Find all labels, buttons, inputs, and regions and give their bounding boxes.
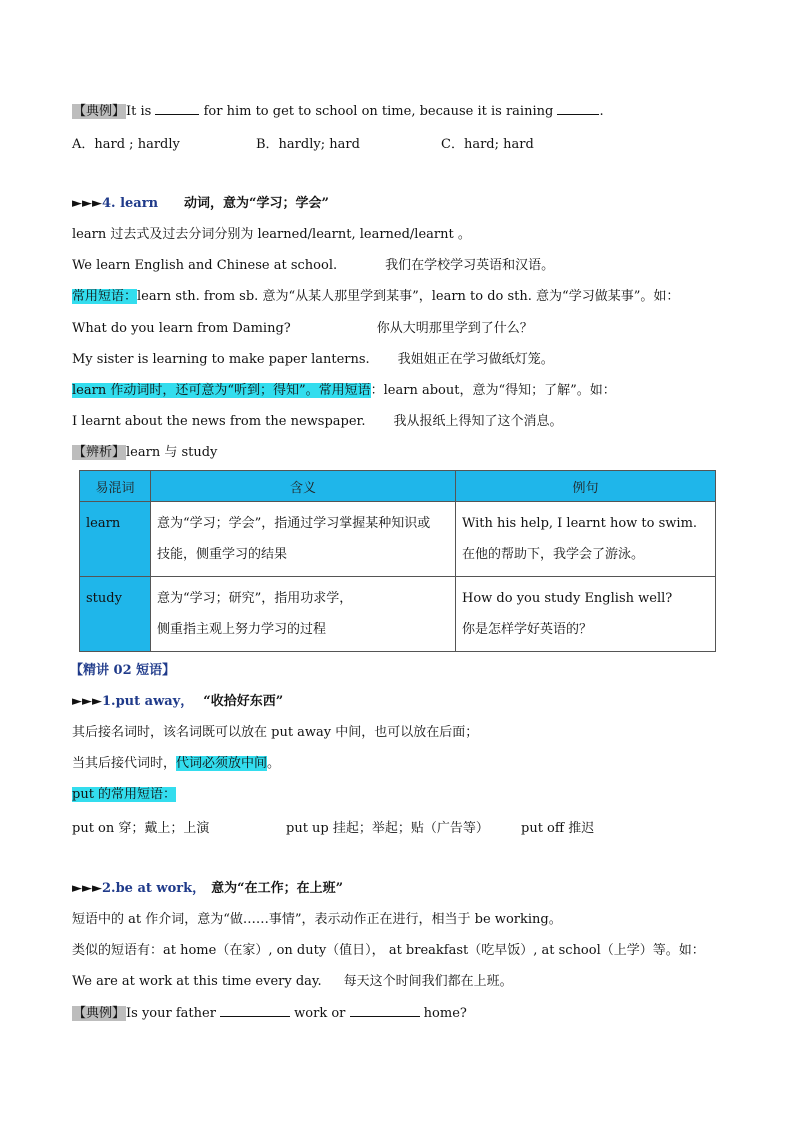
example-question-2: 【典例】Is your father work or home? [73, 1006, 467, 1021]
example-sentence: My sister is learning to make paper lanterns. 我姐姐正在学习做纸灯笼。 [72, 352, 554, 367]
example-question-1: 【典例】It is for him to get to school on time, because it is raining . [73, 104, 604, 119]
put-phrase: put on 穿；戴上；上演 [72, 821, 210, 836]
put-phrases-title: put 的常用短语： [72, 787, 177, 802]
option-a: A．hard ; hardly [72, 137, 180, 152]
table-cell-word: study [80, 577, 151, 652]
heading-learn: ►►►4. learn 动词，意为“学习；学会” [72, 196, 329, 211]
put-away-rule: 其后接名词时，该名词既可以放在 put away 中间，也可以放在后面； [72, 725, 479, 740]
example-tag: 【典例】 [73, 104, 126, 119]
arrows-icon: ►►► [72, 196, 102, 211]
analysis-line: 【辨析】learn 与 study [73, 445, 218, 460]
example-sentence: What do you learn from Daming? 你从大明那里学到了什么？ [72, 321, 533, 336]
table-cell-word: learn [80, 502, 151, 577]
option-b: B．hardly; hard [256, 137, 360, 152]
table-header: 例句 [456, 471, 716, 502]
table-cell-example: How do you study English well? 你是怎样学好英语的？ [456, 577, 716, 652]
example-tag: 【典例】 [73, 1006, 126, 1021]
table-cell-meaning: 意为“学习；研究”，指用功求学， 侧重指主观上努力学习的过程 [151, 577, 456, 652]
option-c: C．hard; hard [441, 137, 534, 152]
put-phrase: put off 推迟 [521, 821, 595, 836]
table-row [80, 502, 716, 577]
comparison-table [79, 470, 716, 652]
table-header: 易混词 [80, 471, 151, 502]
example-sentence: We are at work at this time every day. 每天这个时间我们都在上班。 [72, 974, 513, 989]
put-phrase: put up 挂起；举起；贴（广告等） [286, 821, 489, 836]
example-sentence: I learnt about the news from the newspaper. 我从报纸上得知了这个消息。 [72, 414, 563, 429]
heading-put-away: ►►►1.put away， “收拾好东西” [72, 694, 284, 709]
similar-phrases: 类似的短语有：at home（在家）, on duty（值日）， at breakfast（吃早饭）, at school（上学）等。如： [72, 943, 705, 958]
table-header: 含义 [151, 471, 456, 502]
be-at-work-rule: 短语中的 at 作介词，意为“做……事情”，表示动作正在进行，相当于 be working。 [72, 912, 562, 927]
arrows-icon: ►►► [72, 881, 102, 896]
table-row [80, 577, 716, 652]
arrows-icon: ►►► [72, 694, 102, 709]
answer-blank [220, 1004, 290, 1017]
common-phrases: 常用短语：learn sth. from sb. 意为“从某人那里学到某事”，learn to do sth. 意为“学习做某事”。如： [72, 289, 680, 304]
heading-be-at-work: ►►►2.be at work， 意为“在工作；在上班” [72, 881, 344, 896]
answer-blank [155, 102, 199, 115]
learn-forms: learn 过去式及过去分词分别为 learned/learnt, learned/learnt 。 [72, 227, 471, 242]
section-title: 【精讲 02 短语】 [70, 663, 176, 678]
answer-blank [350, 1004, 420, 1017]
table-cell-meaning: 意为“学习；学会”，指通过学习掌握某种知识或 技能，侧重学习的结果 [151, 502, 456, 577]
learn-other-meaning: learn 作动词时，还可意为“听到；得知”。常用短语：learn about，意为“得知；了解”。如： [72, 383, 616, 398]
table-cell-example: With his help, I learnt how to swim. 在他的帮助下，我学会了游泳。 [456, 502, 716, 577]
table-header-row [80, 471, 716, 502]
analysis-tag: 【辨析】 [73, 445, 126, 460]
answer-blank [557, 102, 599, 115]
example-sentence: We learn English and Chinese at school. 我们在学校学习英语和汉语。 [72, 258, 555, 273]
put-away-rule: 当其后接代词时，代词必须放中间。 [72, 756, 281, 771]
